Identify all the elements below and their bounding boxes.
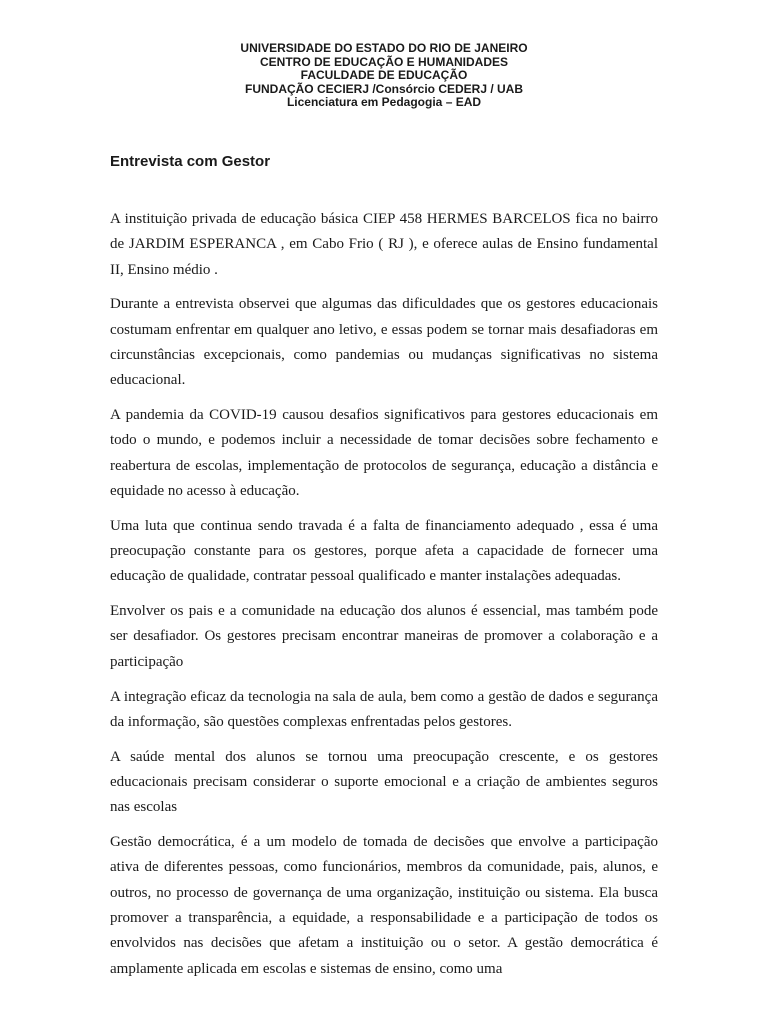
paragraph: Gestão democrática, é a um modelo de tomada de decisões que envolve a participação ativa de diferentes pessoas, como funcionários, membros da comunidade, pais, alunos, e outros, no processo de governança de uma organização, instituição ou sistema. Ela busca promover a transparência, a equidade, a responsabilidade e a participação de todos os envolvidos nas decisões que afetam a instituição ou o setor. A gestão democrática é amplamente aplicada em escolas e sistemas de ensino, como uma (110, 834, 658, 977)
paragraph: Uma luta que continua sendo travada é a falta de financiamento adequado , essa é uma preocupação constante para os gestores, porque afeta a capacidade de fornecer uma educação de qualidade, contratar pessoal qualificado e manter instalações adequadas. (110, 517, 658, 585)
document-body (110, 207, 658, 991)
paragraph: Durante a entrevista observei que algumas das dificuldades que os gestores educacionais costumam enfrentar em qualquer ano letivo, e essas podem se tornar mais desafiadoras em circunstâncias excepcionais, como pandemias ou mudanças significativas no sistema educacional. (110, 296, 658, 389)
header-line-center: CENTRO DE EDUCAÇÃO E HUMANIDADES (259, 54, 508, 69)
header-line-faculty: FACULDADE DE EDUCAÇÃO (300, 68, 468, 82)
paragraph: A integração eficaz da tecnologia na sala de aula, bem como a gestão de dados e segurança da informação, são questões complexas enfrentadas pelos gestores. (110, 688, 658, 730)
institution-header (0, 42, 768, 110)
paragraph: A saúde mental dos alunos se tornou uma preocupação crescente, e os gestores educacionais precisam considerar o suporte emocional e a criação de ambientes seguros nas escolas (110, 748, 658, 816)
document-title: Entrevista com Gestor (110, 153, 271, 170)
header-line-university: UNIVERSIDADE DO ESTADO DO RIO DE JANEIRO (240, 41, 528, 55)
paragraph: Envolver os pais e a comunidade na educação dos alunos é essencial, mas também pode ser desafiador. Os gestores precisam encontrar maneiras de promover a colaboração e a participação (110, 603, 658, 670)
header-line-course: Licenciatura em Pedagogia – EAD (286, 95, 482, 109)
paragraph: A pandemia da COVID-19 causou desafios significativos para gestores educacionais em todo o mundo, e podemos incluir a necessidade de tomar decisões sobre fechamento e reabertura de escolas, implementação de protocolos de segurança, educação a distância e equidade no acesso à educação. (110, 407, 658, 499)
paragraph: A instituição privada de educação básica CIEP 458 HERMES BARCELOS fica no bairro de JARDIM ESPERANCA , em Cabo Frio ( RJ ), e oferece aulas de Ensino fundamental II, Ensino médio . (110, 211, 658, 278)
header-line-foundation: FUNDAÇÃO CECIERJ /Consórcio CEDERJ / UAB (244, 81, 524, 96)
